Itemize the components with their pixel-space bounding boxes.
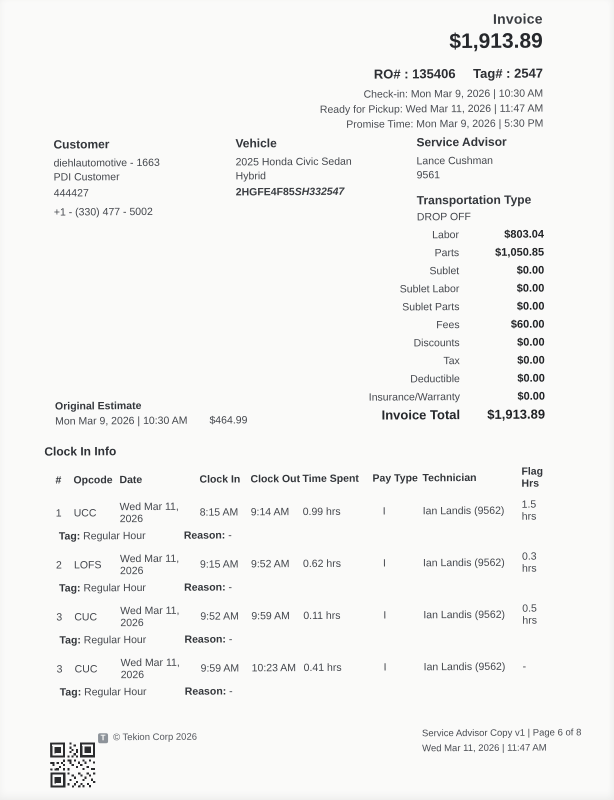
table-row <box>56 499 551 526</box>
totals-row <box>274 247 544 261</box>
cell-time-spent: 0.11 hrs <box>303 609 341 623</box>
cell-date: Wed Mar 11, 2026 <box>119 500 179 526</box>
clock-in-info-section <box>44 441 566 709</box>
cell-num: 1 <box>55 507 62 520</box>
cell-clock-out: 9:52 AM <box>250 558 290 571</box>
cell-flag-hrs: 1.5 hrs <box>521 498 537 523</box>
invoice-amount: $1,913.89 <box>449 29 543 54</box>
totals-row <box>275 391 545 405</box>
customer-name: diehlautomotive - 1663 <box>53 156 160 170</box>
total-label: Fees <box>436 319 460 332</box>
table-row <box>57 655 552 682</box>
invoice-header <box>319 11 543 133</box>
customer-phone: +1 - (330) 477 - 5002 <box>53 205 153 219</box>
cell-flag-hrs: - <box>522 660 527 673</box>
totals-row <box>274 301 544 315</box>
total-value: $0.00 <box>517 336 545 349</box>
cell-clock-out: 9:59 AM <box>251 610 290 623</box>
total-label: Sublet <box>429 265 460 278</box>
transportation-title: Transportation Type <box>416 192 532 208</box>
tag-cell: Tag: Regular Hour <box>58 529 146 543</box>
footer-print-info <box>422 726 581 756</box>
cell-time-spent: 0.41 hrs <box>303 661 342 675</box>
cell-time-spent: 0.62 hrs <box>302 557 341 571</box>
ro-number: RO# : 135406 <box>373 66 456 82</box>
cell-clock-in: 9:15 AM <box>199 558 239 571</box>
cell-opcode: UCC <box>73 507 97 520</box>
copyright-line <box>98 732 197 744</box>
advisor-name: Lance Cushman <box>416 154 494 168</box>
cell-num: 3 <box>56 611 63 624</box>
original-estimate-section <box>55 399 247 427</box>
advisor-id: 9561 <box>416 168 441 181</box>
invoice-title: Invoice <box>492 10 543 27</box>
total-label: Insurance/Warranty <box>368 391 461 404</box>
total-label: Discounts <box>413 337 460 350</box>
col-flag-hrs: Flag Hrs <box>521 465 544 490</box>
header-meta <box>320 87 544 133</box>
tag-cell: Tag: Regular Hour <box>59 581 146 595</box>
total-label: Tax <box>443 355 460 368</box>
totals-row <box>274 283 544 297</box>
total-label: Labor <box>432 229 460 242</box>
promise-time: Promise Time: Mon Mar 9, 2026 | 5:30 PM <box>346 117 544 131</box>
col-date: Date <box>119 474 143 487</box>
cell-date: Wed Mar 11, 2026 <box>119 552 180 578</box>
totals-row <box>275 337 545 351</box>
col-num: # <box>55 474 62 487</box>
totals-row <box>275 355 545 369</box>
total-value: $0.00 <box>517 390 546 403</box>
vehicle-section-title: Vehicle <box>235 136 277 151</box>
tag-row <box>56 528 551 543</box>
reason-cell: Reason: - <box>184 633 233 646</box>
tag-row <box>57 684 552 699</box>
cell-flag-hrs: 0.5 hrs <box>522 602 537 627</box>
total-value: $0.00 <box>516 282 545 295</box>
cell-opcode: LOFS <box>73 559 102 572</box>
cell-pay-type: I <box>382 505 386 518</box>
customer-id: 444427 <box>53 187 89 200</box>
print-datetime: Wed Mar 11, 2026 | 11:47 AM <box>422 742 547 754</box>
tag-cell: Tag: Regular Hour <box>59 685 147 699</box>
cell-technician: Ian Landis (9562) <box>423 608 506 622</box>
total-value: $0.00 <box>517 372 545 385</box>
col-pay-type: Pay Type <box>372 472 418 485</box>
table-header-row <box>55 466 550 493</box>
col-opcode: Opcode <box>73 474 113 487</box>
cell-flag-hrs: 0.3 hrs <box>521 550 537 575</box>
original-estimate-row <box>55 414 247 427</box>
totals-row <box>274 229 544 243</box>
total-value: $803.04 <box>504 228 545 241</box>
invoice-total-row <box>275 406 546 423</box>
transportation-section <box>417 192 553 224</box>
vehicle-model: 2025 Honda Civic Sedan <box>235 155 352 169</box>
reason-cell: Reason: - <box>183 529 232 542</box>
cell-pay-type: I <box>382 557 386 570</box>
totals-row <box>275 373 545 387</box>
invoice-total-label: Invoice Total <box>381 407 461 423</box>
tag-row <box>56 580 551 595</box>
cell-clock-in: 9:59 AM <box>200 662 240 675</box>
total-label: Deductible <box>410 373 460 386</box>
cell-num: 2 <box>55 559 62 572</box>
ro-tag-line <box>320 66 543 82</box>
table-row <box>56 551 551 578</box>
tag-cell: Tag: Regular Hour <box>59 633 147 647</box>
cell-time-spent: 0.99 hrs <box>302 505 341 519</box>
cell-date: Wed Mar 11, 2026 <box>120 604 180 630</box>
total-label: Sublet Parts <box>402 301 460 314</box>
service-advisor-title: Service Advisor <box>416 134 507 150</box>
total-value: $60.00 <box>510 318 545 331</box>
vehicle-trim: Hybrid <box>235 169 267 182</box>
total-value: $0.00 <box>517 354 545 367</box>
tag-row <box>56 632 551 647</box>
cell-clock-in: 9:52 AM <box>200 610 239 623</box>
original-estimate-title: Original Estimate <box>54 400 142 413</box>
total-label: Parts <box>434 247 460 260</box>
checkin-time: Check-in: Mon Mar 9, 2026 | 10:30 AM <box>363 87 544 101</box>
service-advisor-section <box>416 134 553 224</box>
tekion-logo-icon: T <box>98 733 108 743</box>
cell-pay-type: I <box>383 609 387 622</box>
total-value: $0.00 <box>516 264 545 277</box>
cell-date: Wed Mar 11, 2026 <box>120 656 180 682</box>
totals-row <box>274 265 544 279</box>
total-label: Sublet Labor <box>399 283 460 296</box>
col-clock-out: Clock Out <box>250 473 301 486</box>
total-value: $0.00 <box>516 300 545 313</box>
col-clock-in: Clock In <box>199 473 241 486</box>
clock-in-info-title: Clock In Info <box>44 444 117 459</box>
invoice-total-value: $1,913.89 <box>487 406 546 422</box>
totals-row <box>275 319 545 333</box>
copy-info: Service Advisor Copy v1 | Page 6 of 8 <box>422 727 582 740</box>
col-technician: Technician <box>422 471 477 485</box>
original-estimate-date: Mon Mar 9, 2026 | 10:30 AM <box>55 414 188 428</box>
cell-technician: Ian Landis (9562) <box>422 504 505 518</box>
parties-section <box>53 134 553 227</box>
cell-clock-out: 10:23 AM <box>251 662 297 675</box>
total-value: $1,050.85 <box>495 246 545 259</box>
reason-cell: Reason: - <box>184 685 233 698</box>
cell-clock-in: 8:15 AM <box>199 506 239 519</box>
customer-type: PDI Customer <box>53 170 120 184</box>
vehicle-section <box>235 135 417 226</box>
clock-in-table <box>55 466 551 699</box>
customer-section <box>53 136 236 227</box>
cell-opcode: CUC <box>74 611 98 624</box>
ready-for-pickup-time: Ready for Pickup: Wed Mar 11, 2026 | 11:47 AM <box>319 102 544 116</box>
cell-technician: Ian Landis (9562) <box>423 660 506 674</box>
original-estimate-amount: $464.99 <box>209 414 248 427</box>
qr-code <box>50 742 95 787</box>
table-row <box>56 603 551 630</box>
cell-clock-out: 9:14 AM <box>250 506 290 519</box>
vehicle-vin: 2HGFE4F85SH332547 <box>235 185 345 199</box>
reason-cell: Reason: - <box>184 581 233 594</box>
customer-section-title: Customer <box>53 137 110 152</box>
cell-technician: Ian Landis (9562) <box>422 556 505 570</box>
cell-opcode: CUC <box>74 663 98 676</box>
tag-number: Tag# : 2547 <box>473 65 544 81</box>
copyright-text: © Tekion Corp 2026 <box>113 731 198 744</box>
totals-section <box>274 229 545 429</box>
cell-pay-type: I <box>383 661 387 674</box>
transportation-value: DROP OFF <box>416 210 471 224</box>
col-time-spent: Time Spent <box>302 472 359 486</box>
cell-num: 3 <box>56 663 63 676</box>
